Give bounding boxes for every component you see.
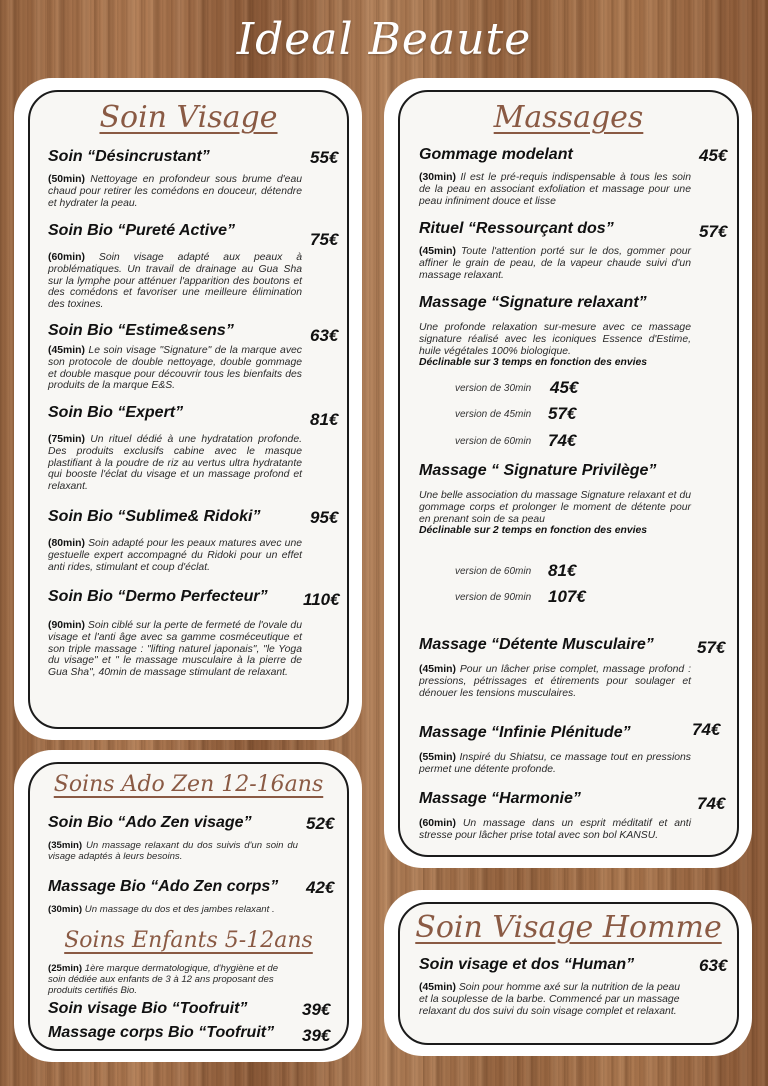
item-name: Soin visage Bio “Toofruit”: [48, 1000, 248, 1017]
item-name: Massage “Infinie Plénitude”: [419, 724, 631, 741]
item-name: Gommage modelant: [419, 146, 573, 163]
item-description: (55min) Inspiré du Shiatsu, ce massage tout en pressions permet une détente profonde.: [419, 752, 692, 775]
item-price: 74€: [697, 794, 726, 813]
soin-visage-card: [28, 90, 349, 729]
item-description: (80min) Soin adapté pour les peaux matures avec une gestuelle expert accompagné du Ridoki pour un effet anti rides, stimulant et coup d'éclat.: [48, 538, 303, 573]
item-description: (60min) Soin visage adapté aux peaux à problématiques. Un travail de drainage au Gua Sha sur la lymphe pour atténuer l'apparition des boutons et des comédons et favoriser une meilleure élimination des toxines.: [48, 252, 303, 311]
massages-panel: [384, 78, 752, 868]
variant-label: version de 60min: [455, 436, 532, 447]
item-price: 52€: [306, 814, 335, 833]
section-title-homme: Soin Visage Homme: [415, 910, 722, 945]
item-description: (45min) Soin pour homme axé sur la nutrition de la peau et la souplesse de la barbe. Commencé par un massage relaxant du dos suivi du soin visage complet et relaxant.: [419, 982, 681, 1017]
section-title-ado-zen: Soins Ado Zen 12-16ans: [53, 772, 324, 797]
item-name: Soin Bio “Estime&sens”: [48, 322, 234, 339]
item-name: Soin visage et dos “Human”: [419, 956, 635, 973]
item-description: Une profonde relaxation sur-mesure avec ce massage signature réalisé avec les iconiques Essence d'Estime, huile végétales 100% biologique. Déclinable sur 3 temps en fonction des envies: [419, 322, 691, 369]
ado-enfants-card: [28, 762, 349, 1051]
item-name: Soin “Désincrustant”: [48, 148, 210, 165]
item-description: (90min) Soin ciblé sur la perte de fermeté de l'ovale du visage et l'anti âge avec sa gamme cosméceutique et son triple massage : "lifting naturel japonais", "le Yoga du visage" et " le massage musculaire à la pierre de Gua Sha", 40min de massage stimulant de relaxant.: [48, 620, 302, 679]
item-price: 39€: [302, 1026, 331, 1045]
item-name: Massage “ Signature Privilège”: [419, 462, 657, 479]
section-title-soin-visage: Soin Visage: [99, 100, 278, 135]
homme-card: [398, 902, 739, 1045]
item-price: 63€: [699, 956, 728, 975]
variant-price: 74€: [548, 431, 577, 450]
item-name: Massage corps Bio “Toofruit”: [48, 1024, 275, 1041]
item-description: (35min) Un massage relaxant du dos suivis d'un soin du visage adaptés à leurs besoins.: [48, 840, 298, 862]
item-name: Massage Bio “Ado Zen corps”: [48, 878, 279, 895]
item-description: (75min) Un rituel dédié à une hydratation profonde. Des produits exclusifs cabine avec le masque plastifiant à la poudre de riz au vertus ultra hydratante qui booste l'éclat du visage et un massage profond et relaxant.: [48, 434, 302, 493]
item-price: 63€: [310, 326, 339, 345]
variant-price: 81€: [548, 561, 577, 580]
item-description: (45min) Le soin visage "Signature" de la marque avec son protocole de double nettoyage, double gommage et double masque pour découvrir tous les bienfaits des produits de la marque E&S.: [48, 345, 302, 392]
item-price: 39€: [302, 1000, 331, 1019]
section-title-enfants: Soins Enfants 5-12ans: [64, 928, 313, 953]
massages-card: [398, 90, 739, 857]
item-name: Soin Bio “Sublime& Ridoki”: [48, 508, 261, 525]
variant-label: version de 30min: [455, 383, 532, 394]
item-name: Soin Bio “Expert”: [48, 404, 184, 421]
item-name: Soin Bio “Dermo Perfecteur”: [48, 588, 268, 605]
item-name: Soin Bio “Pureté Active”: [48, 222, 235, 239]
item-price: 75€: [310, 230, 339, 249]
item-price: 45€: [699, 146, 728, 165]
page-title: Ideal Beaute: [236, 14, 532, 65]
item-price: 95€: [310, 508, 339, 527]
item-description: (30min) Un massage du dos et des jambes relaxant .: [48, 904, 275, 915]
item-description: (45min) Toute l'attention porté sur le dos, gommer pour affiner le grain de peau, de la vapeur chaude suivi d'un massage relaxant.: [419, 246, 692, 281]
homme-panel: [384, 890, 752, 1056]
item-price: 42€: [306, 878, 335, 897]
item-price: 81€: [310, 410, 339, 429]
item-price: 110€: [303, 590, 340, 609]
item-price: 55€: [310, 148, 339, 167]
variant-label: version de 90min: [455, 592, 532, 603]
item-description: Une belle association du massage Signature relaxant et du gommage corps et prolonger le moment de détente pour en prenant soin de sa peau Déclinable sur 2 temps en fonction des envies: [419, 490, 691, 537]
item-description: (50min) Nettoyage en profondeur sous brume d'eau chaud pour retirer les comédons en douceur, détendre et hydrater la peau.: [48, 174, 302, 209]
variant-price: 45€: [550, 378, 579, 397]
item-description: (45min) Pour un lâcher prise complet, massage profond : pressions, pétrissages et étirements pour soulager et dénouer les tensions musculaires.: [419, 664, 691, 699]
variant-price: 107€: [548, 587, 586, 606]
item-name: Massage “Détente Musculaire”: [419, 636, 654, 653]
item-price: 57€: [699, 222, 728, 241]
item-description: (60min) Un massage dans un esprit méditatif et anti stresse pour lâcher prise total avec son bol KANSU.: [419, 818, 692, 841]
variant-label: version de 60min: [455, 566, 532, 577]
item-name: Massage “Harmonie”: [419, 790, 581, 807]
item-name: Massage “Signature relaxant”: [419, 294, 647, 311]
item-name: Rituel “Ressourçant dos”: [419, 220, 614, 237]
soin-visage-panel: [14, 78, 362, 740]
item-price: 57€: [697, 638, 726, 657]
enfants-description: (25min) 1ère marque dermatologique, d'hygiène et de soin dédiée aux enfants de 3 à 12 ans proposant des produits certifiés Bio.: [48, 963, 279, 996]
item-name: Soin Bio “Ado Zen visage”: [48, 814, 252, 831]
variant-label: version de 45min: [455, 409, 532, 420]
item-description: (30min) Il est le pré-requis indispensable à tous les soin de la peau en associant exfoliation et massage pour une peau infiniment douce et lisse: [419, 172, 692, 207]
ado-enfants-panel: [14, 750, 362, 1062]
section-title-massages: Massages: [493, 100, 644, 135]
variant-price: 57€: [548, 404, 577, 423]
item-price: 74€: [692, 720, 721, 739]
